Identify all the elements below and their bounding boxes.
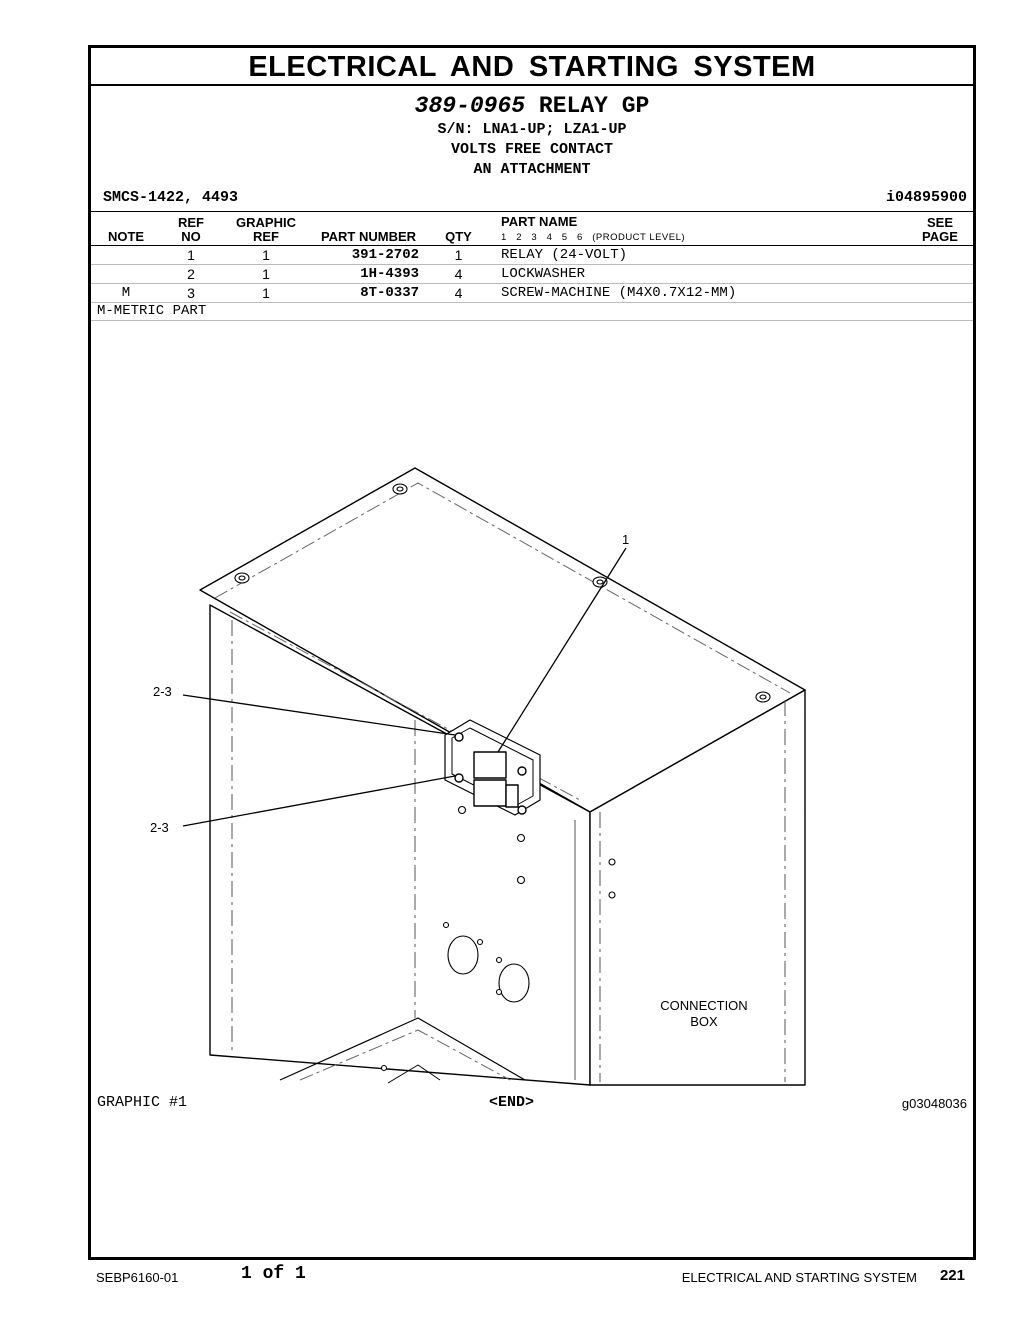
header-graphic-ref-top: GRAPHIC bbox=[236, 215, 296, 230]
header-see-page-top: SEE bbox=[926, 215, 953, 230]
cell-qty: 4 bbox=[454, 285, 463, 301]
header-ref-no-bottom: NO bbox=[181, 229, 201, 244]
graphic-caption: GRAPHIC #1 bbox=[97, 1094, 188, 1111]
cell-graphic-ref: 1 bbox=[262, 285, 270, 301]
callout-1: 1 bbox=[622, 532, 630, 547]
header-part-number: PART NUMBER bbox=[320, 229, 417, 244]
footer-page-number: 221 bbox=[939, 1267, 965, 1284]
graphic-id: g03048036 bbox=[901, 1096, 967, 1111]
header-part-name: PART NAME bbox=[501, 214, 578, 229]
end-marker: <END> bbox=[489, 1094, 535, 1111]
header-see-page-bottom: PAGE bbox=[922, 229, 958, 244]
header-note: NOTE bbox=[107, 229, 145, 244]
cell-part-number: 391-2702 bbox=[351, 247, 419, 263]
header-ref-no-top: REF bbox=[178, 215, 204, 230]
cell-graphic-ref: 1 bbox=[262, 247, 270, 263]
header-graphic-ref-bottom: REF bbox=[253, 229, 279, 244]
group-name: RELAY GP bbox=[538, 93, 650, 119]
cell-qty: 1 bbox=[454, 247, 463, 263]
cell-part-name: RELAY (24-VOLT) bbox=[501, 247, 628, 263]
cell-part-number: 8T-0337 bbox=[360, 285, 419, 301]
footer-doc-number: SEBP6160-01 bbox=[96, 1270, 179, 1285]
metric-footnote: M-METRIC PART bbox=[97, 303, 207, 319]
callout-2-3-upper: 2-3 bbox=[153, 684, 172, 699]
cell-part-name: LOCKWASHER bbox=[501, 266, 586, 282]
header-product-level: 1 2 3 4 5 6 (PRODUCT LEVEL) bbox=[501, 232, 686, 243]
cell-qty: 4 bbox=[454, 266, 463, 282]
callout-2-3-lower: 2-3 bbox=[150, 820, 169, 835]
cell-part-name: SCREW-MACHINE (M4X0.7X12-MM) bbox=[501, 285, 737, 301]
page-title: ELECTRICAL AND STARTING SYSTEM bbox=[248, 51, 816, 83]
connection-box-label-1: CONNECTION bbox=[660, 998, 748, 1013]
smcs-code: SMCS-1422, 4493 bbox=[103, 189, 239, 206]
group-description-1: VOLTS FREE CONTACT bbox=[450, 141, 614, 158]
cell-part-number: 1H-4393 bbox=[360, 266, 419, 282]
connection-box-label-2: BOX bbox=[690, 1014, 718, 1029]
footer-section: ELECTRICAL AND STARTING SYSTEM bbox=[681, 1270, 917, 1285]
header-qty: QTY bbox=[445, 229, 472, 244]
cell-ref-no: 1 bbox=[187, 247, 195, 263]
illustration-id: i04895900 bbox=[885, 189, 967, 206]
group-description-2: AN ATTACHMENT bbox=[473, 161, 591, 178]
footer-page-of: 1 of 1 bbox=[241, 1264, 306, 1284]
cell-ref-no: 3 bbox=[187, 285, 195, 301]
cell-note: M bbox=[121, 285, 131, 301]
group-number: 389-0965 bbox=[414, 93, 526, 119]
cell-graphic-ref: 1 bbox=[262, 266, 270, 282]
cell-ref-no: 2 bbox=[187, 266, 195, 282]
serial-number: S/N: LNA1-UP; LZA1-UP bbox=[437, 121, 627, 138]
